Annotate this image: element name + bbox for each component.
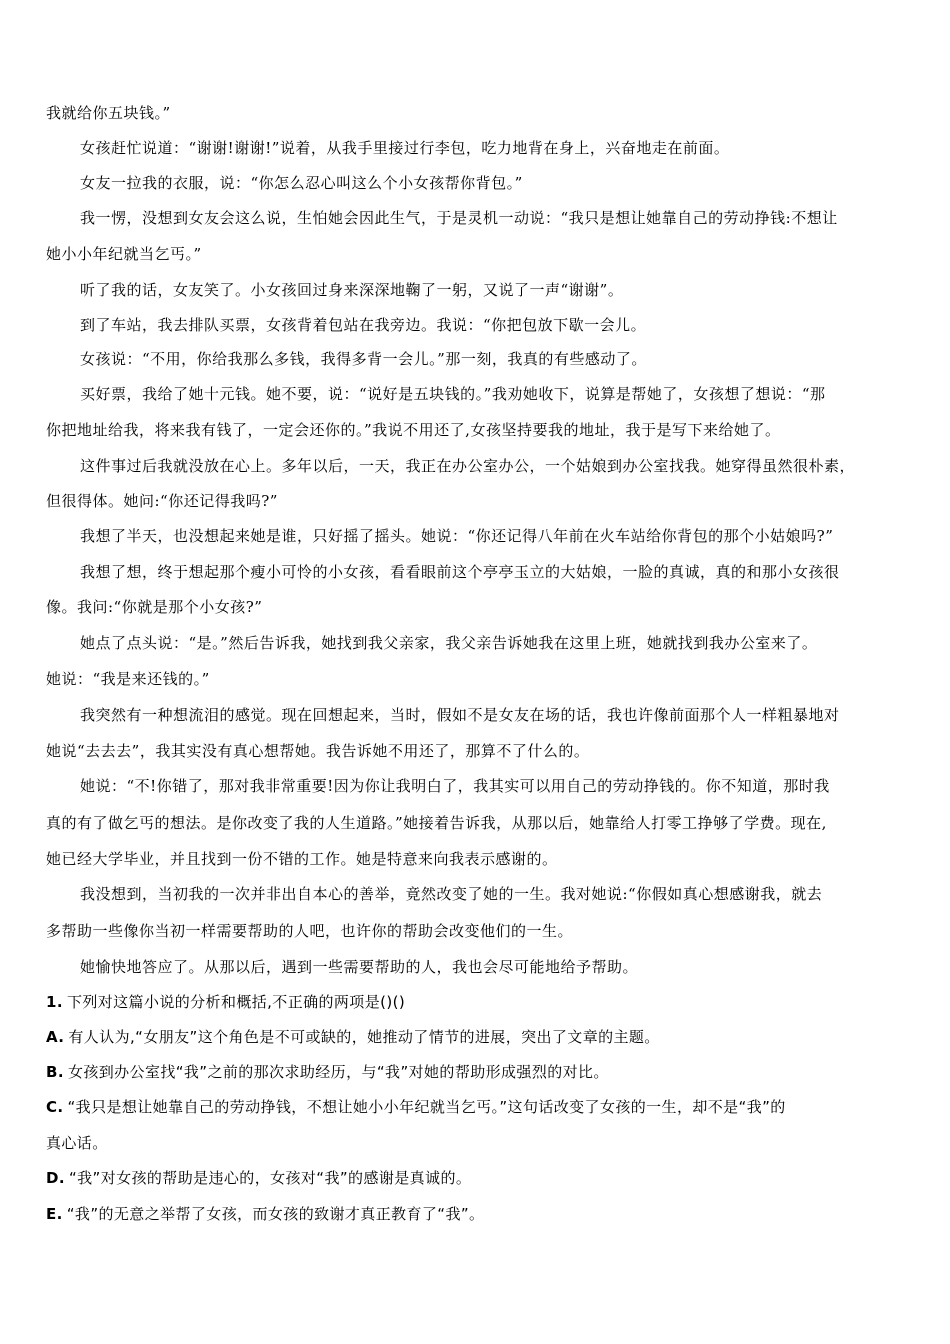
story-line: 我一愣，没想到女友会这么说，生怕她会因此生气，于是灵机一动说：“我只是想让她靠自己的劳动挣钱:不想让 (80, 209, 838, 227)
question-number: 1. (46, 993, 63, 1011)
story-line: 她愉快地答应了。从那以后，遇到一些需要帮助的人，我也会尽可能地给予帮助。 (80, 958, 639, 976)
story-line: 我想了想，终于想起那个瘦小可怜的小女孩，看看眼前这个亭亭玉立的大姑娘，一脸的真诚，真的和那小女孩很 (80, 563, 840, 581)
story-line: 女友一拉我的衣服，说：“你怎么忍心叫这么个小女孩帮你背包。” (80, 174, 523, 192)
question-option (46, 1062, 908, 1082)
story-line: 她说“去去去”，我其实没有真心想帮她。我告诉她不用还了，那算不了什么的。 (46, 742, 590, 760)
option-text: 女孩到办公室找“我”之前的那次求助经历，与“我”对她的帮助形成强烈的对比。 (67, 1063, 609, 1081)
option-text: “我只是想让她靠自己的劳动挣钱，不想让她小小年纪就当乞丐。”这句话改变了女孩的一生，却不是“我”的 (67, 1098, 786, 1116)
story-line: 她小小年纪就当乞丐。” (46, 245, 202, 263)
story-line: 我没想到，当初我的一次并非出自本心的善举，竟然改变了她的一生。我对她说:“你假如真心想感谢我，就去 (80, 885, 823, 903)
question-option (46, 1204, 908, 1224)
story-line: 女孩说：“不用，你给我那么多钱，我得多背一会儿。”那一刻，我真的有些感动了。 (80, 350, 647, 368)
story-line: 听了我的话，女友笑了。小女孩回过身来深深地鞠了一躬，又说了一声“谢谢”。 (80, 281, 624, 299)
question-stem (46, 992, 908, 1012)
story-line: 你把地址给我，将来我有钱了，一定会还你的。”我说不用还了,女孩坚持要我的地址，我于是写下来给她了。 (46, 421, 781, 439)
question-option (46, 1097, 908, 1117)
story-line: 我就给你五块钱。” (46, 104, 171, 122)
story-line: 我突然有一种想流泪的感觉。现在回想起来，当时，假如不是女友在场的话，我也许像前面那个人一样粗暴地对 (80, 706, 840, 724)
story-line: 女孩赶忙说道：“谢谢!谢谢!”说着，从我手里接过行李包，吃力地背在身上，兴奋地走在前面。 (80, 139, 730, 157)
story-line: 她点了点头说：“是。”然后告诉我，她找到我父亲家，我父亲告诉她我在这里上班，她就找到我办公室来了。 (80, 634, 818, 652)
option-text: “我”的无意之举帮了女孩，而女孩的致谢才真正教育了“我”。 (66, 1205, 485, 1223)
option-letter: B. (46, 1063, 64, 1081)
question-text: 下列对这篇小说的分析和概括,不正确的两项是()() (66, 993, 406, 1011)
option-letter: E. (46, 1205, 63, 1223)
story-line: 真的有了做乞丐的想法。是你改变了我的人生道路。”她接着告诉我，从那以后，她靠给人打零工挣够了学费。现在, (46, 814, 827, 832)
option-letter: A. (46, 1028, 65, 1046)
option-text: “我”对女孩的帮助是违心的，女孩对“我”的感谢是真诚的。 (68, 1169, 472, 1187)
option-text: 真心话。 (46, 1134, 108, 1152)
option-letter: C. (46, 1098, 64, 1116)
question-option (46, 1168, 908, 1188)
story-line: 这件事过后我就没放在心上。多年以后，一天，我正在办公室办公，一个姑娘到办公室找我。她穿得虽然很朴素， (80, 457, 856, 475)
option-letter: D. (46, 1169, 65, 1187)
story-line: 像。我问:“你就是那个小女孩?” (46, 598, 263, 616)
story-line: 到了车站，我去排队买票，女孩背着包站在我旁边。我说：“你把包放下歇一会儿。 (80, 316, 647, 334)
story-line: 买好票，我给了她十元钱。她不要，说：“说好是五块钱的。”我劝她收下，说算是帮她了，女孩想了想说：“那 (80, 385, 826, 403)
story-line: 但很得体。她问:“你还记得我吗?” (46, 492, 278, 510)
story-line: 我想了半天，也没想起来她是谁，只好摇了摇头。她说：“你还记得八年前在火车站给你背包的那个小姑娘吗?” (80, 527, 834, 545)
option-text: 有人认为,“女朋友”这个角色是不可或缺的，她推动了情节的进展，突出了文章的主题。 (68, 1028, 660, 1046)
question-option (46, 1027, 908, 1047)
story-line: 多帮助一些像你当初一样需要帮助的人吧，也许你的帮助会改变他们的一生。 (46, 922, 574, 940)
story-line: 她说：“我是来还钱的。” (46, 670, 210, 688)
story-line: 她已经大学毕业，并且找到一份不错的工作。她是特意来向我表示感谢的。 (46, 850, 558, 868)
story-line: 她说：“不!你错了，那对我非常重要!因为你让我明白了，我其实可以用自己的劳动挣钱的。你不知道，那时我 (80, 777, 830, 795)
question-option-continuation (46, 1133, 908, 1153)
